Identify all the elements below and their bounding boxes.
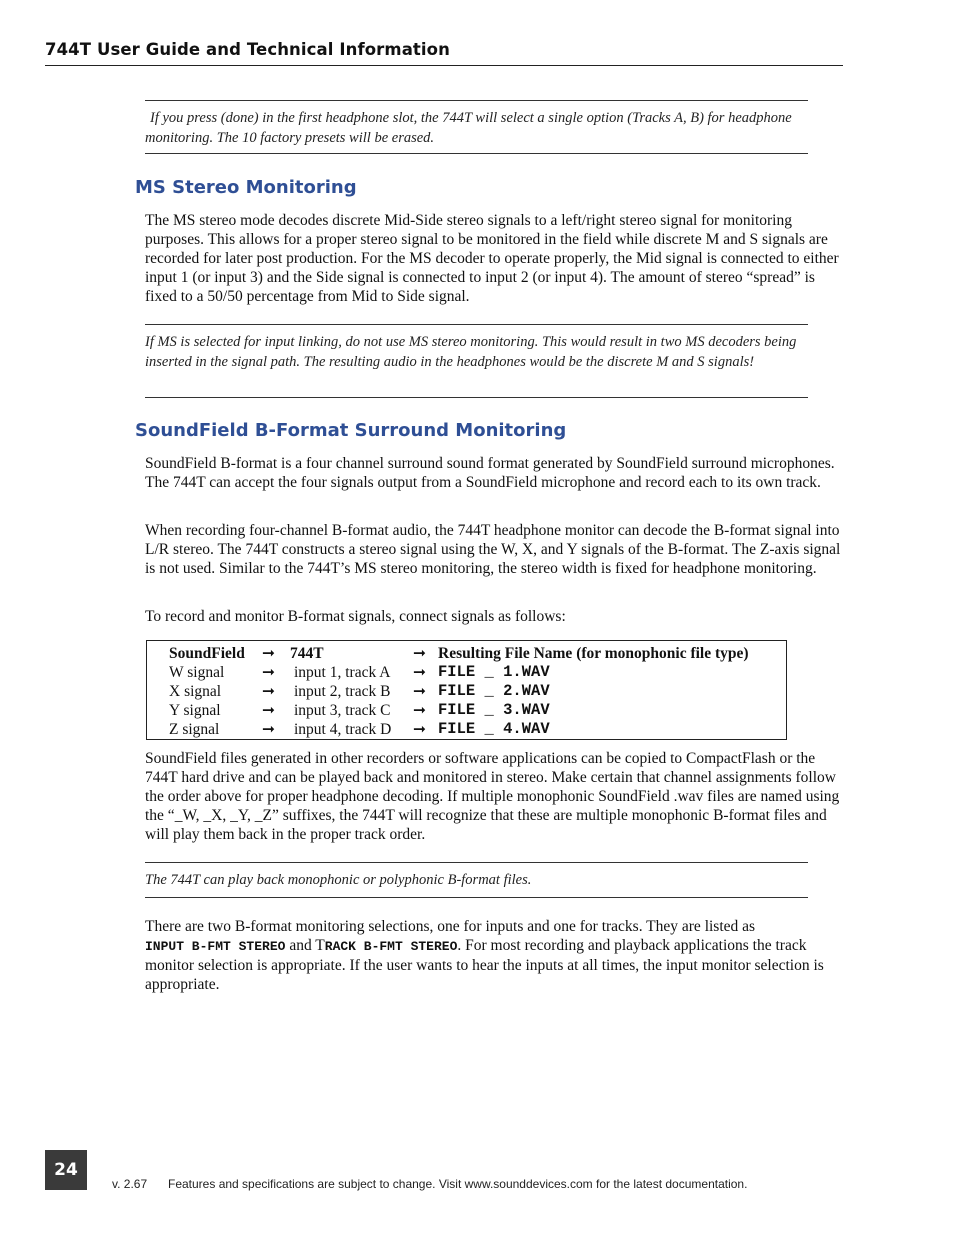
soundfield-paragraph-1: SoundField B-format is a four channel surround sound format generated by SoundField surround microphones. The 744T can accept the four signals output from a SoundField microphone and record each to its own track. [145,455,835,491]
table-cell-signal: W signal [169,664,225,681]
table-cell-input: input 1, track A [294,664,391,681]
table-header-744t: 744T [290,645,324,662]
soundfield-paragraph-3: To record and monitor B-format signals, connect signals as follows: [145,608,566,625]
paragraph-text: There are two B-format monitoring selections, one for inputs and one for tracks. They are listed as [145,918,756,935]
arrow-icon: ➞ [413,682,426,700]
soundfield-paragraph-2: When recording four-channel B-format audio, the 744T headphone monitor can decode the B-format signal into L/R stereo. The 744T constructs a stereo signal using the W, X, and Y signals of the B-format. The Z-axis signal is not used. Similar to the 744T’s MS stereo monitoring, the stereo width is fixed for headphone monitoring. [145,522,841,577]
arrow-icon: ➞ [413,663,426,681]
menu-code-track-bfmt: RACK B-FMT STEREO [324,939,458,954]
section-heading-soundfield: SoundField B-Format Surround Monitoring [135,420,567,441]
arrow-icon: ➞ [262,663,275,681]
note-b-format-files [145,862,808,898]
document-header-title: 744T User Guide and Technical Information [45,40,450,59]
note-ms-input-linking [145,324,808,398]
table-cell-file: FILE _ 1.WAV [438,663,550,681]
note-text: If MS is selected for input linking, do not use MS stereo monitoring. This would result in two MS decoders being inserted in the signal path. The resulting audio in the headphones would be the discrete M and S signals! [145,334,797,370]
table-cell-input: input 3, track C [294,702,391,719]
ms-paragraph: The MS stereo mode decodes discrete Mid-Side stereo signals to a left/right stereo signal for monitoring purposes. This allows for a proper stereo signal to be monitored in the field while discrete M and S signals are recorded for later post production. For the MS decoder to operate properly, the Mid signal is connected to either input 1 (or input 3) and the Side signal is connected to input 2 (or input 4). The amount of stereo “spread” is fixed to a 50/50 percentage from Mid to Side signal. [145,212,839,305]
table-header-soundfield: SoundField [169,645,245,662]
footer-disclaimer: Features and specifications are subject to change. Visit www.sounddevices.com for the latest documentation. [168,1177,748,1191]
table-cell-signal: X signal [169,683,222,700]
soundfield-paragraph-4: SoundField files generated in other recorders or software applications can be copied to CompactFlash or the 744T hard drive and can be played back and monitored in stereo. Make certain that channel assignments follow the order above for proper headphone decoding. If multiple monophonic SoundField .wav files are named using the “_W, _X, _Y, _Z” suffixes, the 744T will recognize that these are multiple monophonic B-format files and will play them back in the proper track order. [145,750,840,843]
arrow-icon: ➞ [262,701,275,719]
note-text: If you press (done) in the first headphone slot, the 744T will select a single option (Tracks A, B) for headphone monitoring. The 10 factory presets will be erased. [145,110,792,146]
table-cell-file: FILE _ 3.WAV [438,701,550,719]
arrow-icon: ➞ [262,682,275,700]
section-heading-ms-stereo: MS Stereo Monitoring [135,177,357,198]
table-cell-signal: Y signal [169,702,221,719]
table-cell-input: input 2, track B [294,683,391,700]
soundfield-signal-table [146,640,787,740]
table-cell-file: FILE _ 4.WAV [438,720,550,738]
menu-code-input-bfmt: INPUT B-FMT STEREO [145,939,286,954]
note-headphone-presets [145,100,808,154]
table-cell-input: input 4, track D [294,721,392,738]
table-cell-signal: Z signal [169,721,220,738]
table-header-file-name: Resulting File Name (for monophonic file type) [438,645,749,662]
header-rule [45,65,843,66]
table-cell-file: FILE _ 2.WAV [438,682,550,700]
arrow-icon: ➞ [262,720,275,738]
arrow-icon: ➞ [413,701,426,719]
paragraph-text: and T [285,937,325,954]
arrow-icon: ➞ [262,644,275,662]
note-text: The 744T can play back monophonic or polyphonic B-format files. [145,872,532,888]
paragraph-text: . For most recording and playback applications the track monitor selection is appropriate. If the user wants to hear the inputs at all times, the input monitor selection is appropriate. [145,937,824,993]
soundfield-paragraph-5 [145,917,842,994]
arrow-icon: ➞ [413,644,426,662]
page-number: 24 [45,1150,87,1190]
footer-version: v. 2.67 [112,1177,148,1191]
arrow-icon: ➞ [413,720,426,738]
